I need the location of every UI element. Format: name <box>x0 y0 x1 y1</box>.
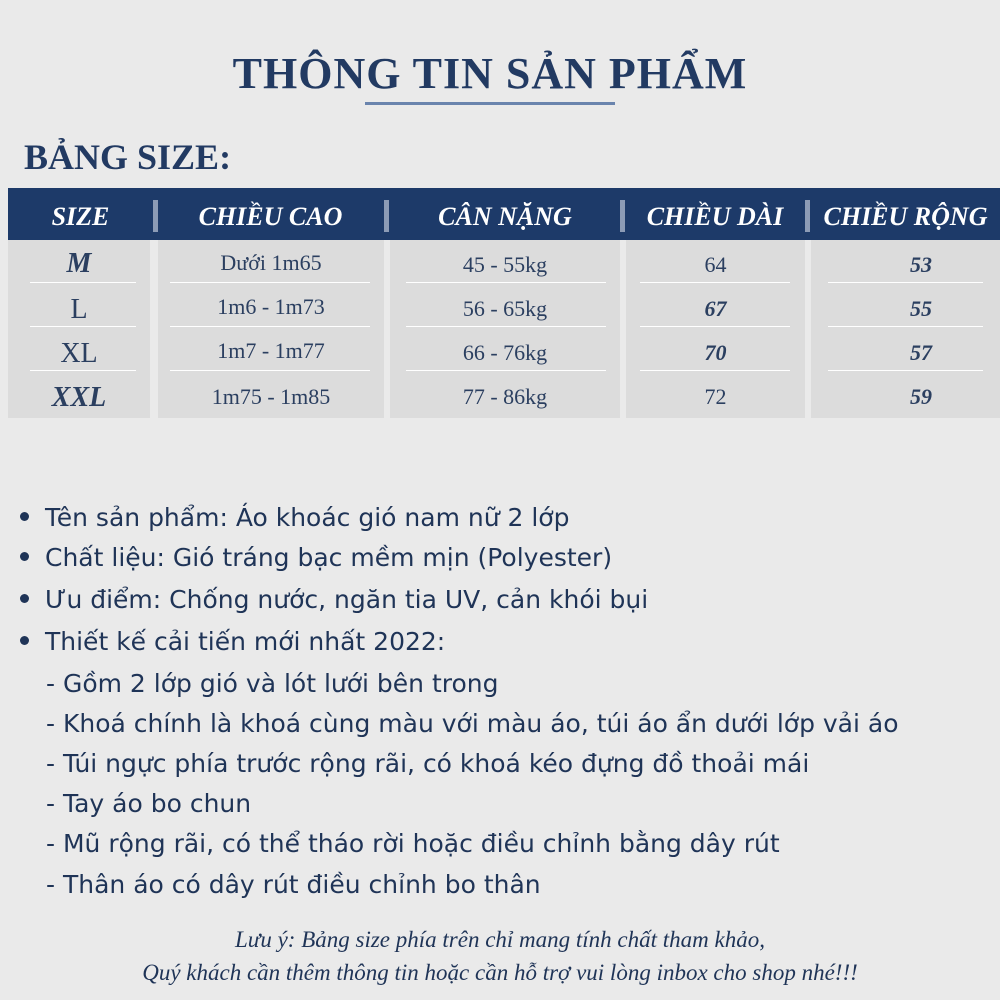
cell-height: 1m75 - 1m85 <box>211 384 331 409</box>
cell-width: 57 <box>910 340 932 365</box>
header-width: CHIỀU RỘNG <box>823 202 988 231</box>
list-item <box>20 585 648 614</box>
bullet-icon <box>20 512 29 521</box>
bullet-icon <box>20 552 29 561</box>
cell-length: 72 <box>704 384 727 409</box>
cell-height: Dưới 1m65 <box>220 250 322 275</box>
row-divider <box>170 326 370 327</box>
cell-size: M <box>66 248 92 279</box>
row-divider <box>406 282 606 283</box>
list-item <box>20 503 569 532</box>
cell-length: 67 <box>704 296 727 321</box>
list-item-text: Thiết kế cải tiến mới nhất 2022: <box>45 627 446 656</box>
size-chart-heading: BẢNG SIZE: <box>24 137 232 177</box>
sub-list-item: - Túi ngực phía trước rộng rãi, có khoá kéo đựng đồ thoải mái <box>46 749 810 778</box>
row-divider <box>640 326 790 327</box>
sub-list-item: - Gồm 2 lớp gió và lót lưới bên trong <box>46 669 499 698</box>
row-divider <box>640 370 790 371</box>
cell-weight: 56 - 65kg <box>462 296 548 321</box>
list-item-text: Ưu điểm: Chống nước, ngăn tia UV, cản khói bụi <box>45 585 649 614</box>
title-underline <box>365 102 615 105</box>
cell-height: 1m6 - 1m73 <box>217 294 325 319</box>
row-divider <box>828 370 983 371</box>
header-height: CHIỀU CAO <box>198 202 343 231</box>
row-divider <box>828 326 983 327</box>
sub-list-item: - Thân áo có dây rút điều chỉnh bo thân <box>46 870 541 899</box>
bullet-icon <box>20 636 29 645</box>
list-item-text: Chất liệu: Gió tráng bạc mềm mịn (Polyester) <box>45 543 613 572</box>
list-item-text: Tên sản phẩm: Áo khoác gió nam nữ 2 lớp <box>45 503 570 532</box>
sub-list-item: - Mũ rộng rãi, có thể tháo rời hoặc điều chỉnh bằng dây rút <box>46 829 780 858</box>
row-divider <box>170 282 370 283</box>
cell-length: 70 <box>704 340 727 365</box>
sub-list-item: - Tay áo bo chun <box>46 789 252 818</box>
cell-weight: 77 - 86kg <box>462 384 548 409</box>
cell-weight: 66 - 76kg <box>462 340 548 365</box>
row-divider <box>406 370 606 371</box>
size-table <box>8 188 1000 413</box>
size-table-header <box>8 188 1000 240</box>
header-length: CHIỀU DÀI <box>646 202 784 231</box>
row-divider <box>828 282 983 283</box>
row-divider <box>30 370 136 371</box>
row-divider <box>30 326 136 327</box>
row-divider <box>30 282 136 283</box>
cell-height: 1m7 - 1m77 <box>217 338 325 363</box>
note-line-1: Lưu ý: Bảng size phía trên chỉ mang tính chất tham khảo, <box>235 927 765 952</box>
cell-size: L <box>70 294 88 325</box>
row-divider <box>640 282 790 283</box>
cell-size: XL <box>60 338 98 369</box>
cell-weight: 45 - 55kg <box>462 252 548 277</box>
row-divider <box>170 370 370 371</box>
cell-width: 59 <box>910 384 932 409</box>
list-item <box>20 543 612 572</box>
header-size: SIZE <box>51 202 110 231</box>
cell-width: 53 <box>910 252 932 277</box>
note-line-2: Quý khách cần thêm thông tin hoặc cần hỗ trợ vui lòng inbox cho shop nhé!!! <box>142 960 858 985</box>
cell-size: XXL <box>51 382 107 413</box>
sub-list-item: - Khoá chính là khoá cùng màu với màu áo, túi áo ẩn dưới lớp vải áo <box>46 709 899 738</box>
page-title: THÔNG TIN SẢN PHẨM <box>232 49 748 98</box>
header-divider <box>805 200 810 232</box>
cell-width: 55 <box>910 296 932 321</box>
row-divider <box>406 326 606 327</box>
header-weight: CÂN NẶNG <box>438 202 572 231</box>
bullet-icon <box>20 594 29 603</box>
header-divider <box>384 200 389 232</box>
cell-length: 64 <box>704 252 727 277</box>
header-divider <box>620 200 625 232</box>
list-item <box>20 627 445 656</box>
